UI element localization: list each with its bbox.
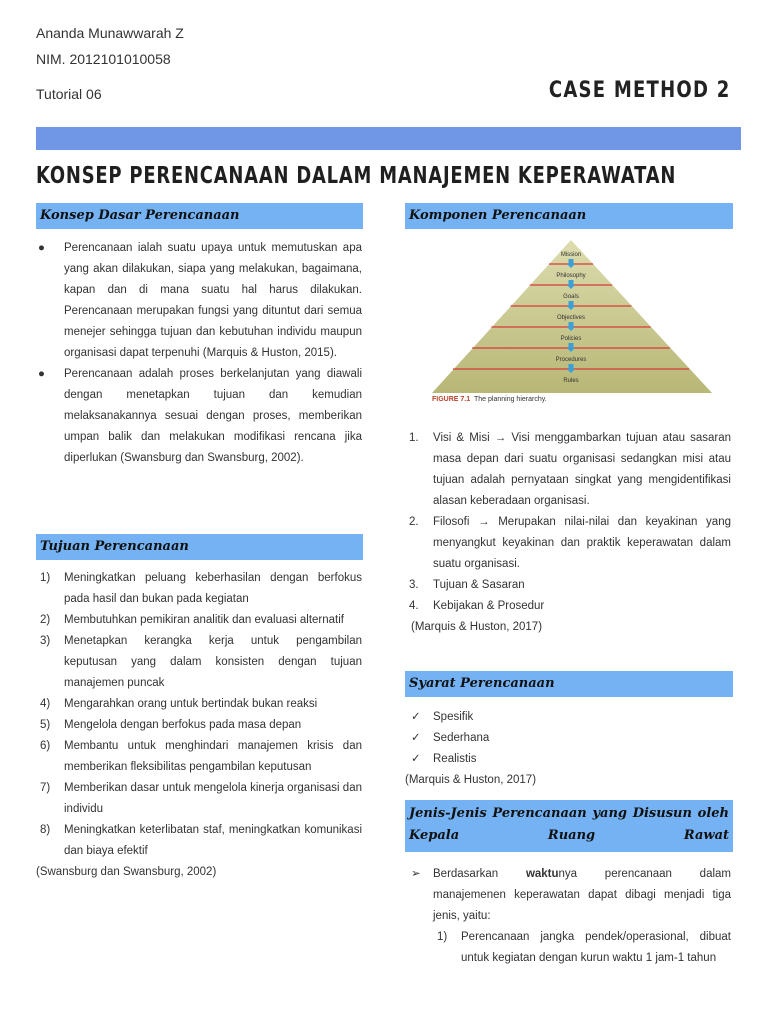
- bullet-icon: ●: [38, 368, 45, 380]
- list-item: 1. Visi & Misi → Visi menggambarkan tujuan atau sasaran masa depan dari suatu organisasi sedangkan misi atau tujuan adalah pernyataan singkat yang mengidentifikasi alasan keberadaan organisasi.: [409, 432, 731, 507]
- pyramid-level-label: Mission: [560, 252, 582, 258]
- bullet-icon: ●: [38, 242, 45, 254]
- konsep-dasar-list: [36, 238, 362, 469]
- planning-hierarchy-figure: [430, 238, 730, 413]
- list-item: 2) Membutuhkan pemikiran analitik dan evaluasi alternatif: [40, 614, 344, 626]
- syarat-citation: (Marquis & Huston, 2017): [405, 774, 537, 786]
- checkmark-icon: ✓: [411, 732, 421, 744]
- komponen-list: [405, 428, 731, 638]
- figure-caption: FIGURE 7.1 The planning hierarchy.: [432, 396, 547, 403]
- accent-bar: [36, 127, 741, 150]
- section-heading-syarat: Syarat Perencanaan: [405, 671, 733, 697]
- tujuan-list: [36, 568, 362, 883]
- syarat-list: [405, 707, 731, 791]
- list-item: 8) Meningkatkan keterlibatan staf, meningkatkan komunikasi dan biaya efektif: [40, 824, 362, 857]
- page-title: KONSEP PERENCANAAN DALAM MANAJEMEN KEPERAWATAN: [36, 163, 677, 189]
- komponen-citation: (Marquis & Huston, 2017): [411, 621, 543, 633]
- list-item: ✓ Sederhana: [405, 728, 731, 749]
- section-heading-jenis: Jenis-Jenis Perencanaan yang Disusun oleh Kepala Ruang Rawat: [405, 800, 733, 852]
- list-item: ✓ Spesifik: [405, 707, 731, 728]
- list-item: 1) Perencanaan jangka pendek/operasional, dibuat untuk kegiatan dengan kurun waktu 1 jam-1 tahun: [437, 931, 731, 964]
- student-id: NIM. 2012101010058: [36, 51, 171, 67]
- list-item: 3. Tujuan & Sasaran: [409, 579, 525, 591]
- list-item: 4) Mengarahkan orang untuk bertindak bukan reaksi: [40, 698, 318, 710]
- tutorial-label: Tutorial 06: [36, 86, 102, 102]
- pyramid-level-label: Objectives: [556, 315, 586, 321]
- pyramid-level-label: Goals: [563, 294, 579, 300]
- jenis-content: [405, 864, 731, 969]
- arrow-bullet-icon: ➢: [411, 868, 421, 880]
- pyramid-level-label: Rules: [563, 378, 579, 384]
- pyramid-level-label: Procedures: [555, 357, 587, 363]
- checkmark-icon: ✓: [411, 711, 421, 723]
- author-name: Ananda Munawwarah Z: [36, 25, 184, 41]
- tujuan-citation: (Swansburg dan Swansburg, 2002): [36, 866, 217, 878]
- list-item: 5) Mengelola dengan berfokus pada masa depan: [40, 719, 302, 731]
- section-heading-komponen: Komponen Perencanaan: [405, 203, 733, 229]
- list-item: 4. Kebijakan & Prosedur: [409, 600, 545, 612]
- list-item: 7) Memberikan dasar untuk mengelola kinerja organisasi dan individu: [40, 782, 362, 815]
- list-item: 6) Membantu untuk menghindari manajemen krisis dan memberikan fleksibilitas pengambilan keputusan: [40, 740, 362, 773]
- list-item: 3) Menetapkan kerangka kerja untuk pengambilan keputusan yang dalam konsisten dengan tujuan manajemen puncak: [40, 635, 362, 689]
- pyramid-level-label: Policies: [560, 336, 582, 342]
- pyramid-diagram: [430, 238, 730, 398]
- list-item: 1) Meningkatkan peluang keberhasilan dengan berfokus pada hasil dan bukan pada kegiatan: [40, 572, 362, 605]
- case-method-title: CASE METHOD 2: [548, 78, 730, 103]
- list-item: ✓ Realistis: [405, 749, 731, 770]
- section-heading-tujuan: Tujuan Perencanaan: [36, 534, 363, 560]
- list-item: ➢ Berdasarkan waktunya perencanaan dalam manajemenen keperawatan dapat dibagi menjadi tiga jenis, yaitu:: [405, 864, 731, 927]
- pyramid-level-label: Philosophy: [556, 273, 586, 279]
- list-item: ● Perencanaan adalah proses berkelanjutan yang diawali dengan menetapkan tujuan dan kemudian melaksanakannya sesuai dengan proses, memberikan umpan balik dan melakukan modifikasi rencana jika diperlukan (Swansburg dan Swansburg, 2002).: [36, 364, 362, 469]
- section-heading-konsep-dasar: Konsep Dasar Perencanaan: [36, 203, 363, 229]
- checkmark-icon: ✓: [411, 753, 421, 765]
- list-item: ● Perencanaan ialah suatu upaya untuk memutuskan apa yang akan dilakukan, siapa yang melakukan, bagaimana, kapan dan di mana suatu hal harus dilakukan. Perencanaan merupakan fungsi yang dituntut dari semua menejer sehingga tujuan dan kebutuhan individu maupun organisasi dapat terpenuhi (Marquis & Huston, 2015).: [36, 238, 362, 364]
- list-item: 2. Filosofi → Merupakan nilai-nilai dan keyakinan yang menyangkut keyakinan dan praktik keperawatan dalam suatu organisasi.: [409, 516, 731, 570]
